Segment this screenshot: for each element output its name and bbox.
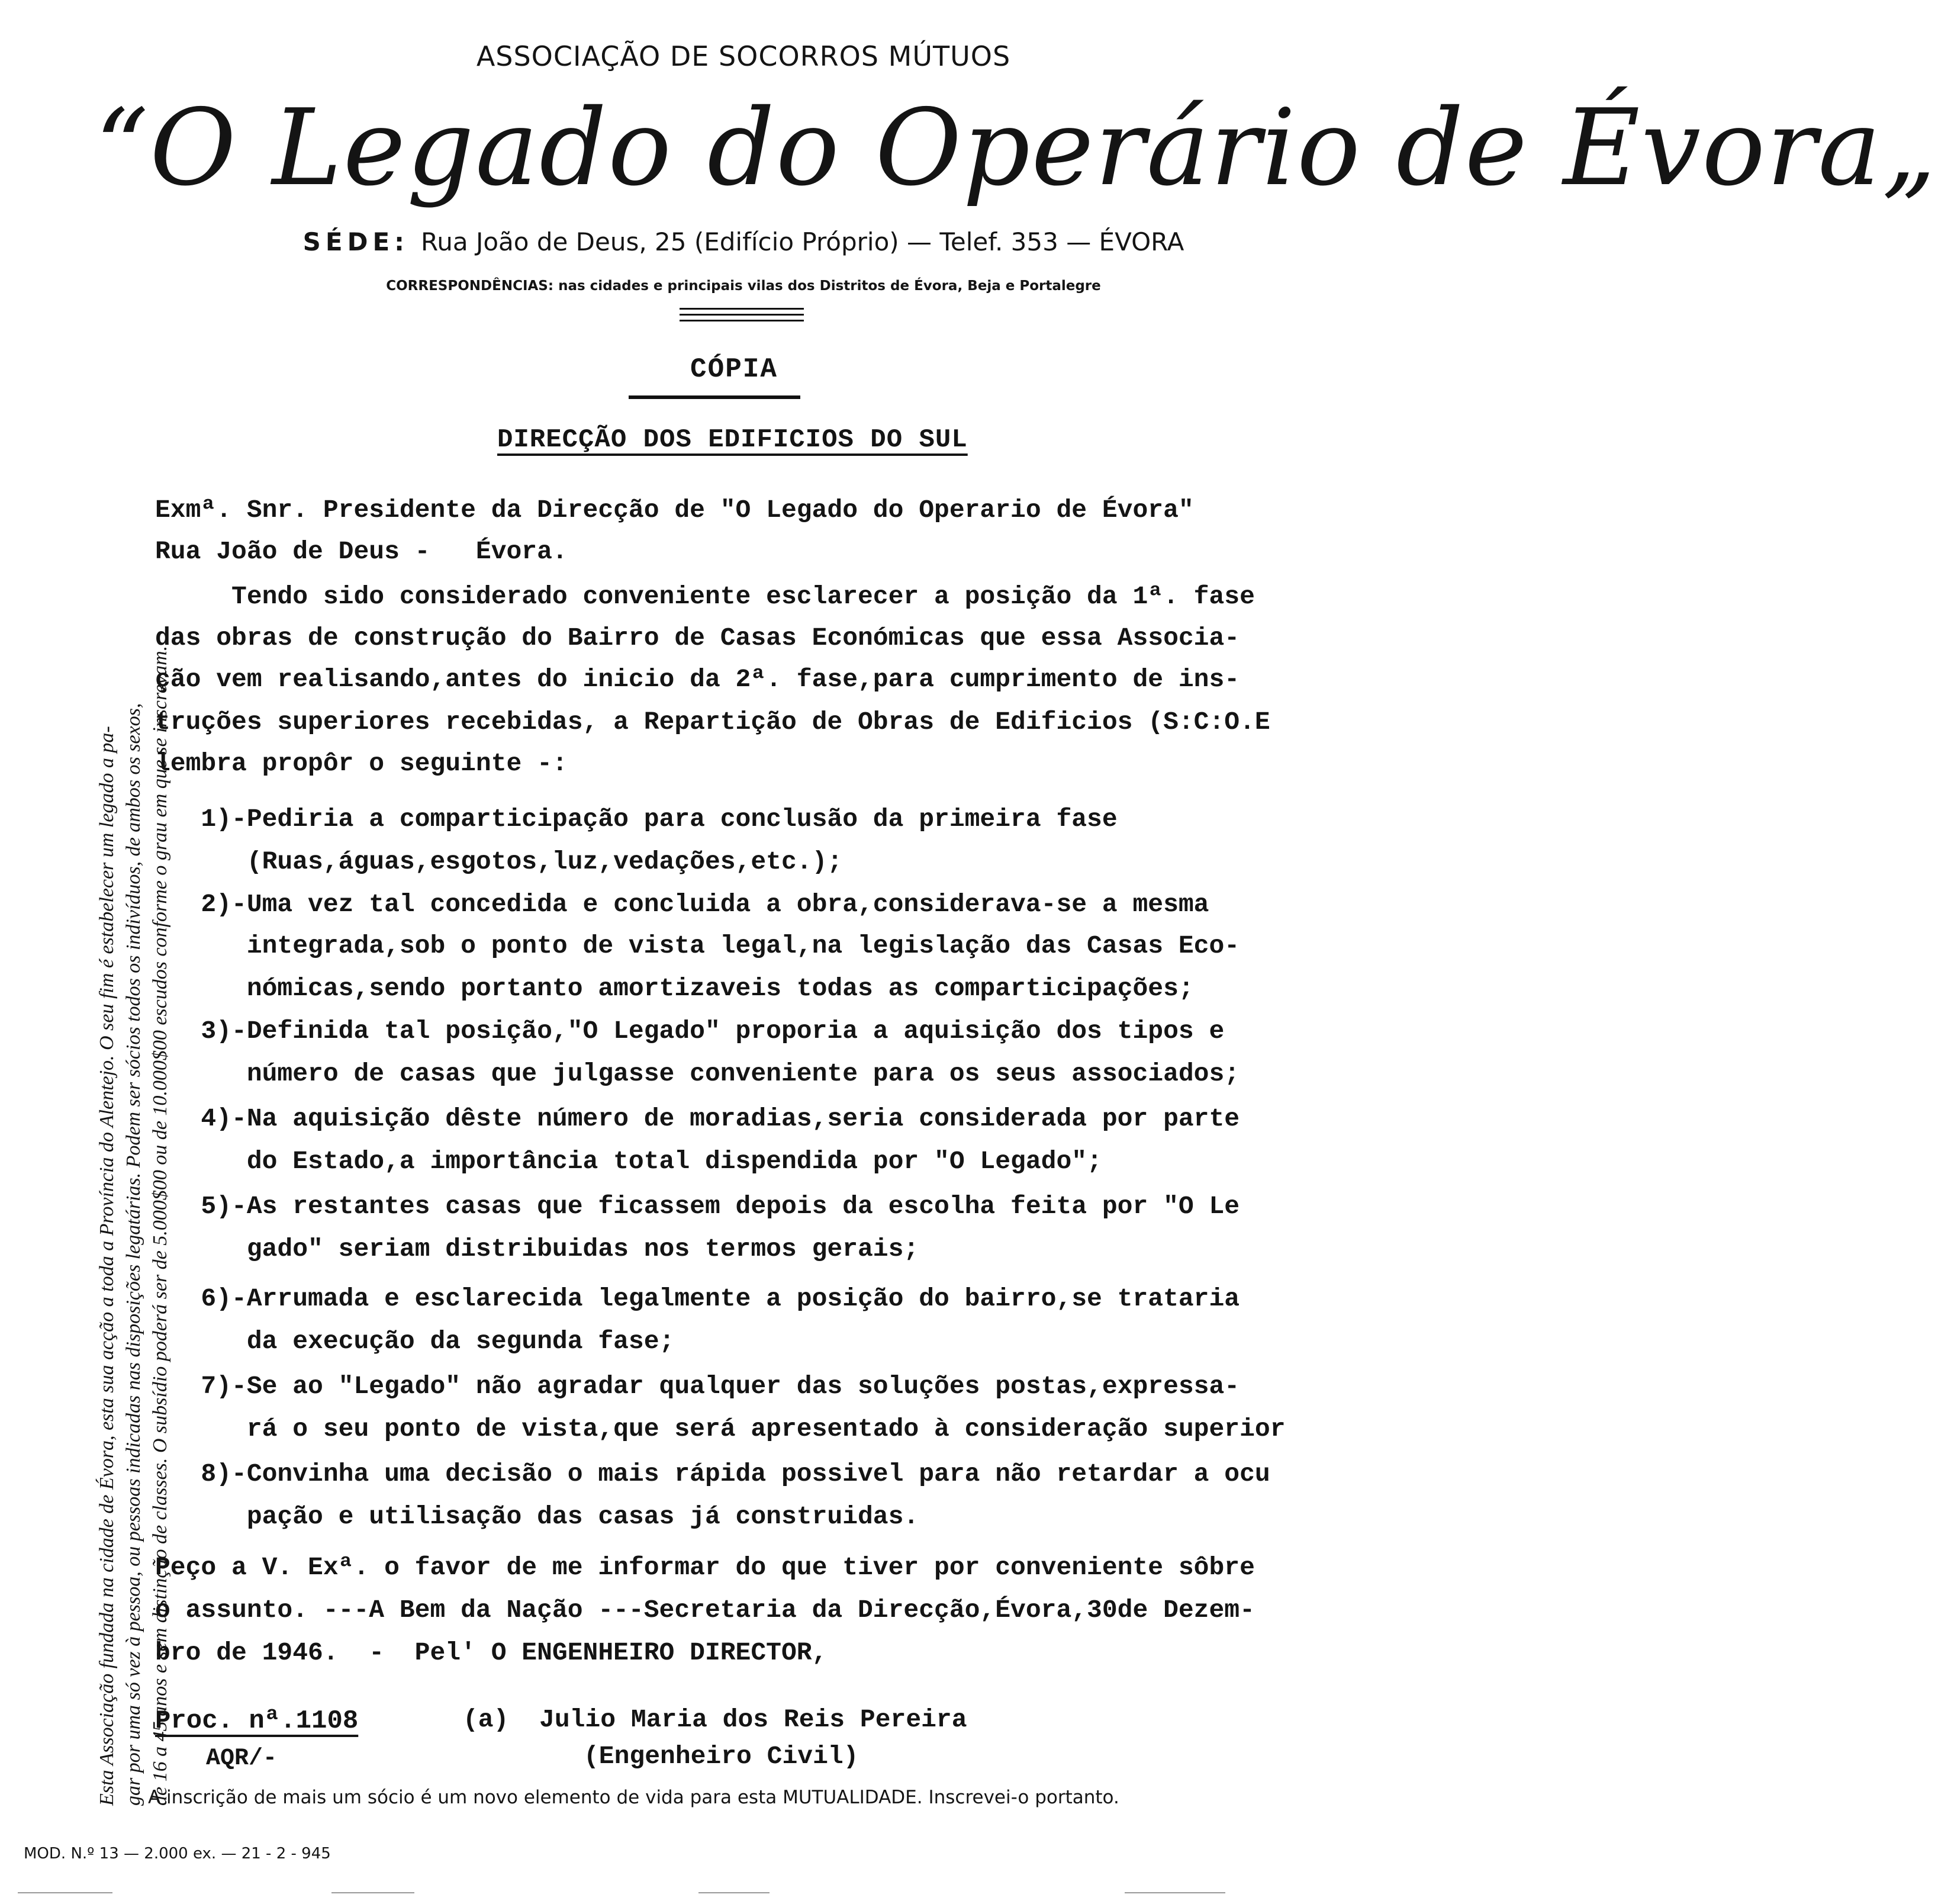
membership-footer-note: A inscrição de mais um sócio é um novo elemento de vida para esta MUTUALIDADE. Inscrevei-o portanto. (148, 1787, 1119, 1808)
letter-line: da execução da segunda fase; (155, 1327, 675, 1356)
letter-line: bro de 1946. - Pel' O ENGENHEIRO DIRECTOR, (155, 1638, 828, 1667)
header-divider-3 (680, 320, 804, 321)
letter-line: 8)-Convinha uma decisão o mais rápida possivel para não retardar a ocu (155, 1459, 1270, 1488)
association-header: ASSOCIAÇÃO DE SOCORROS MÚTUOS (476, 40, 1011, 72)
letter-line: 4)-Na aquisição dêste número de moradias,seria considerada por parte (155, 1104, 1240, 1133)
bottom-dash (698, 1892, 770, 1893)
letter-line: 3)-Definida tal posição,"O Legado" proporia a aquisição dos tipos e (155, 1017, 1225, 1046)
letter-line: 1)-Pediria a comparticipação para conclusão da primeira fase (155, 805, 1118, 834)
sede-label: SÉDE: (302, 227, 409, 256)
model-number: MOD. N.º 13 — 2.000 ex. — 21 - 2 - 945 (24, 1845, 331, 1863)
letter-line: número de casas que julgasse conveniente para os seus associados; (155, 1059, 1240, 1088)
association-name-title: “O Legado do Operário de Évora„ (95, 86, 1938, 209)
letter-line: Exmª. Snr. Presidente da Direcção de "O Legado do Operario de Évora" (155, 496, 1194, 525)
letter-line: pação e utilisação das casas já construidas. (155, 1502, 919, 1531)
correspondences-line: CORRESPONDÊNCIAS: nas cidades e principais vilas dos Distritos de Évora, Beja e Portalegre (386, 278, 1101, 294)
copia-title: CÓPIA (690, 354, 778, 385)
bottom-dash (1125, 1892, 1225, 1893)
letter-line: Rua João de Deus - Évora. (155, 537, 568, 566)
letter-line: nómicas,sendo portanto amortizaveis todas as comparticipações; (155, 974, 1194, 1003)
letter-line: 6)-Arrumada e esclarecida legalmente a posição do bairro,se trataria (155, 1284, 1240, 1313)
address-text: Rua João de Deus, 25 (Edifício Próprio) — Telef. 353 — ÉVORA (420, 227, 1184, 256)
letter-line: (Ruas,águas,esgotos,luz,vedações,etc.); (155, 847, 843, 876)
letter-line: 2)-Uma vez tal concedida e concluida a obra,considerava-se a mesma (155, 890, 1209, 919)
letter-line: ção vem realisando,antes do inicio da 2ª. fase,para cumprimento de ins- (155, 665, 1240, 694)
letter-line: o assunto. ---A Bem da Nação ---Secretaria da Direcção,Évora,30de Dezem- (155, 1596, 1255, 1625)
letter-line: 7)-Se ao "Legado" não agradar qualquer das soluções postas,expressa- (155, 1372, 1240, 1401)
letter-line: das obras de construção do Bairro de Casas Económicas que essa Associa- (155, 623, 1240, 652)
margin-note-line: gar por uma só vez à pessoa, ou pessoas indicadas nas disposições legatárias. Podem ser sócios todos os indivíduos, de ambos os sexos, (123, 703, 144, 1806)
signature-title: (Engenheiro Civil) (584, 1742, 859, 1771)
letter-line: lembra propôr o seguinte -: (155, 749, 568, 778)
letter-line: 5)-As restantes casas que ficassem depois da escolha feita por "O Le (155, 1192, 1240, 1221)
process-reference: Proc. nª.1108 (155, 1706, 359, 1736)
letter-line: Peço a V. Exª. o favor de me informar do que tiver por conveniente sôbre (155, 1553, 1255, 1582)
letter-line: rá o seu ponto de vista,que será apresentado à consideração superior (155, 1414, 1286, 1443)
header-divider-2 (680, 314, 804, 316)
margin-note-line: de 16 a 45 anos e sem distinção de classes. O subsídio poderá ser de 5.000$00 ou de 10.000$00 escudos conforme o grau em que se inscrevam. (149, 645, 171, 1806)
letterhead-address (0, 227, 1487, 256)
letter-heading: DIRECÇÃO DOS EDIFICIOS DO SUL (497, 425, 968, 455)
header-divider-1 (680, 308, 804, 310)
letter-line: do Estado,a importância total dispendida por "O Legado"; (155, 1147, 1102, 1176)
letter-line: integrada,sob o ponto de vista legal,na legislação das Casas Eco- (155, 931, 1240, 960)
signature-name: (a) Julio Maria dos Reis Pereira (463, 1705, 967, 1734)
letter-line: gado" seriam distribuidas nos termos gerais; (155, 1234, 919, 1263)
bottom-dash (331, 1892, 414, 1893)
margin-note-line: Esta Associação fundada na cidade de Évora, esta sua acção a toda a Província do Alentejo. O seu fim é estabelecer um legado a pa- (96, 726, 118, 1806)
copia-underline (629, 395, 800, 399)
letter-line: Tendo sido considerado conveniente esclarecer a posição da 1ª. fase (155, 582, 1255, 611)
initials-reference: AQR/- (206, 1745, 278, 1772)
bottom-dash (18, 1892, 112, 1893)
letter-line: truções superiores recebidas, a Repartição de Obras de Edificios (S:C:O.E (155, 707, 1270, 736)
